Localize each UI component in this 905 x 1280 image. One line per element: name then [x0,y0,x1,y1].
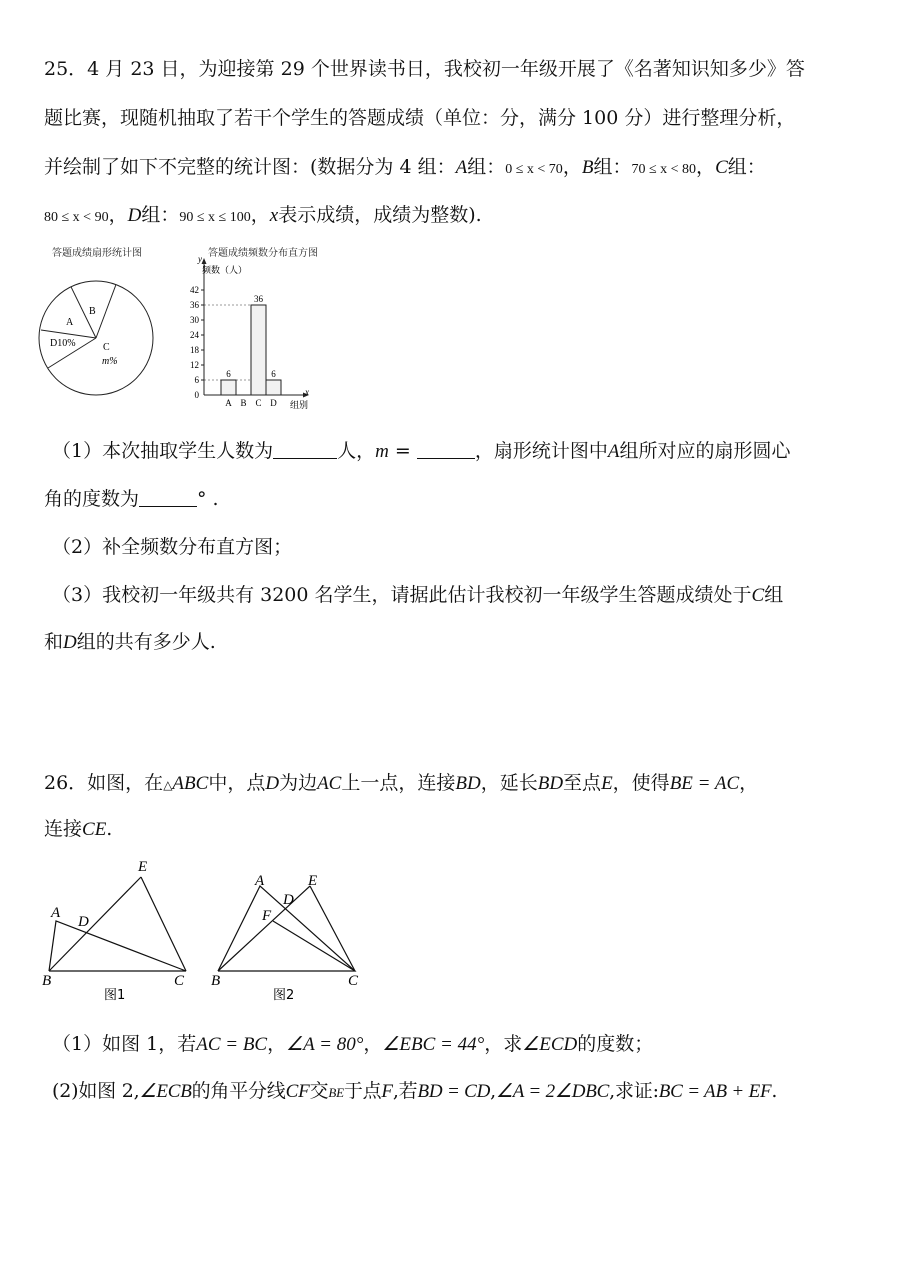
answer-blank-m[interactable] [417,442,475,459]
fig1-label-d: D [78,914,89,930]
q25-sub1-text-a: （1）本次抽取学生人数为 [52,440,274,462]
angle-ebc-value: ∠EBC = 44° [382,1034,485,1055]
fig2-label-a: A [255,873,265,889]
q25-sub1-text-f: ° . [197,488,219,510]
segment-be: BE [328,1085,344,1100]
q25-sub1-line1 [52,436,790,463]
fig2-label-b: B [211,973,221,989]
fig2-caption: 图2 [273,988,295,1003]
equation-be-ac: BE = AC [669,773,740,794]
q25-sub2-text: （2）补全频数分布直方图； [52,536,293,558]
q26-sub2 [52,1076,777,1103]
q25-sub2 [52,532,292,559]
group-a-letter: A [607,441,620,462]
x-tick-label: B [240,398,247,408]
group-a-letter: A [455,157,468,178]
point-f: F [381,1081,393,1102]
q25-text-4: 表示成绩，成绩为整数). [278,204,482,226]
var-m: m [375,441,389,462]
q25-text-3: 并绘制了如下不完整的统计图：(数据分为 4 组： [44,156,456,178]
q25-text-2: 题比赛，现随机抽取了若干个学生的答题成绩（单位：分，满分 100 分）进行整理分析， [44,107,796,129]
q26-line-1 [44,768,758,795]
q26-sub1-text-e: 的度数； [577,1033,654,1055]
pie-title: 答题成绩扇形统计图 [52,248,142,259]
fig1-label-c: C [174,973,185,989]
proof-equation: BC = AB + EF [658,1081,772,1102]
group-d-letter: D [63,632,77,653]
group-b-letter: B [581,157,594,178]
q25-line-1 [44,54,805,81]
fig1-caption: 图1 [104,988,126,1003]
q25-sub1-text-b: 人， [337,440,376,462]
fig2-label-c: C [348,973,359,989]
q26-sub1 [52,1029,653,1056]
angle-a-value: ∠A = 80° [286,1034,364,1055]
angle-ecb: ∠ECB [139,1081,192,1102]
figure-2 [205,855,375,1005]
fig2-label-d: D [283,892,294,908]
q26-sub2-text-b: 的角平分线 [191,1080,286,1102]
comma: ， [250,204,270,226]
pie-label-b: B [89,306,96,317]
q26-line-2 [44,814,112,841]
x-tick-label: A [225,398,232,408]
q25-text-1: 25．4 月 23 日，为迎接第 29 个世界读书日，我校初一年级开展了《名著知识知多少》答 [44,58,805,80]
segment-ac: AC [317,773,342,794]
pie-divider-a-d [41,330,96,338]
y-tick-label: 36 [190,300,199,310]
q25-sub3-text-c: 和 [44,631,64,653]
equals-sign: = [388,440,417,462]
q26-text-b: 中，点 [208,772,266,794]
triangle-abc: ABC [172,773,209,794]
zu-label: 组： [727,156,766,178]
segment-bd: BD [455,773,481,794]
q26-sub1-text-b: ， [267,1033,287,1055]
pie-label-m: m% [102,356,118,367]
answer-blank-count[interactable] [273,442,337,459]
group-d-letter: D [127,205,142,226]
pie-label-a: A [66,317,74,328]
point-d: D [265,773,280,794]
q25-sub1-line2 [44,484,219,511]
y-tick-label: 24 [190,330,199,340]
histogram-bar [221,380,236,395]
q26-sub2-text-h: . [771,1080,778,1102]
q25-sub3-line1 [52,580,783,607]
q26-sub2-text-a: (2)如图 2, [52,1080,140,1102]
q26-text-i: 连接 [44,818,83,840]
q25-sub1-text-e: 角的度数为 [44,488,140,510]
range-c: 80 ≤ x < 90 [44,210,109,225]
y-tick-label: 0 [194,390,199,400]
group-c-letter: C [715,157,728,178]
angle-ecd: ∠ECD [522,1034,578,1055]
equation-ac-bc: AC = BC [196,1034,268,1055]
histogram-title: 答题成绩频数分布直方图 [208,248,318,259]
q26-sub2-text-e: ,若 [392,1080,418,1102]
comma: ， [108,204,128,226]
zu-label: 组： [141,204,180,226]
q26-sub1-text-d: ，求 [484,1033,523,1055]
q26-sub2-text-g: ,求证: [609,1080,659,1102]
comma: ， [696,156,716,178]
q26-text-a: 26．如图，在 [44,772,164,794]
q25-sub3-text-b: 组 [764,584,784,606]
q25-line-2 [44,103,795,130]
q26-sub2-text-f: , [490,1080,496,1102]
y-axis-letter: y [198,254,202,264]
range-a: 0 ≤ x < 70 [505,162,563,177]
segment-cf: CF [285,1081,310,1102]
comma: ， [562,156,582,178]
q25-sub3-text-d: 组的共有多少人. [76,631,216,653]
y-tick-label: 12 [190,360,199,370]
x-axis-letter: x [305,387,309,397]
angle-relation: ∠A = 2∠DBC [495,1081,610,1102]
segment-bd: BD [537,773,564,794]
q26-text-d: 上一点，连接 [341,772,456,794]
answer-blank-angle[interactable] [139,490,197,507]
q26-text-j: . [106,818,113,840]
pie-label-d: D10% [50,338,76,349]
fig2-label-e: E [308,873,318,889]
q25-sub3-text-a: （3）我校初一年级共有 3200 名学生，请据此估计我校初一年级学生答题成绩处于 [52,584,752,606]
q26-text-g: ，使得 [612,772,670,794]
y-tick-label: 6 [194,375,199,385]
triangle-symbol: △ [163,778,173,792]
y-axis-arrow [202,258,207,264]
fig1-label-e: E [138,859,148,875]
y-axis-label: 频数（人） [202,265,248,275]
bar-data-label: 36 [254,294,263,304]
q26-sub2-text-c: 交 [309,1080,329,1102]
point-e: E [601,773,613,794]
fig2-segment-ec [310,886,355,971]
q26-text-h: ， [739,772,759,794]
zu-label: 组： [467,156,506,178]
y-tick-label: 18 [190,345,199,355]
q25-sub1-text-c: ，扇形统计图中 [474,440,608,462]
q25-sub3-line2 [44,627,216,654]
q25-line-3 [44,152,766,179]
q26-sub2-text-d: 于点 [343,1080,382,1102]
pie-divider-b-c [96,285,116,339]
y-tick-label: 42 [190,285,199,295]
pie-chart [36,278,158,400]
histogram-chart [176,254,326,412]
group-c-letter: C [751,585,765,606]
q26-text-c: 为边 [279,772,318,794]
zu-label: 组： [593,156,632,178]
figure-1 [36,855,206,1005]
q26-sub1-text-a: （1）如图 1，若 [52,1033,197,1055]
q25-sub1-text-d: 组所对应的扇形圆心 [619,440,791,462]
fig1-label-a: A [51,905,61,921]
fig1-label-b: B [42,973,52,989]
histogram-bar [251,305,266,395]
fig2-segment-cf [273,921,355,971]
q26-sub1-text-c: ， [363,1033,383,1055]
q26-text-f: 至点 [563,772,602,794]
range-b: 70 ≤ x < 80 [631,162,697,177]
equation-bd-cd: BD = CD [417,1081,491,1102]
range-d: 90 ≤ x ≤ 100 [179,210,251,225]
var-x: x [269,205,279,226]
bar-data-label: 6 [271,369,276,379]
q25-line-4 [44,200,482,227]
segment-ce: CE [82,819,107,840]
x-tick-label: C [255,398,262,408]
x-axis-label: 组别 [290,400,309,410]
q26-text-e: ，延长 [480,772,538,794]
fig2-segment-be [218,886,310,971]
pie-label-c: C [103,342,110,353]
y-tick-label: 30 [190,315,199,325]
bar-data-label: 6 [226,369,231,379]
histogram-bar [266,380,281,395]
fig2-label-f: F [262,908,272,924]
x-tick-label: D [270,398,277,408]
